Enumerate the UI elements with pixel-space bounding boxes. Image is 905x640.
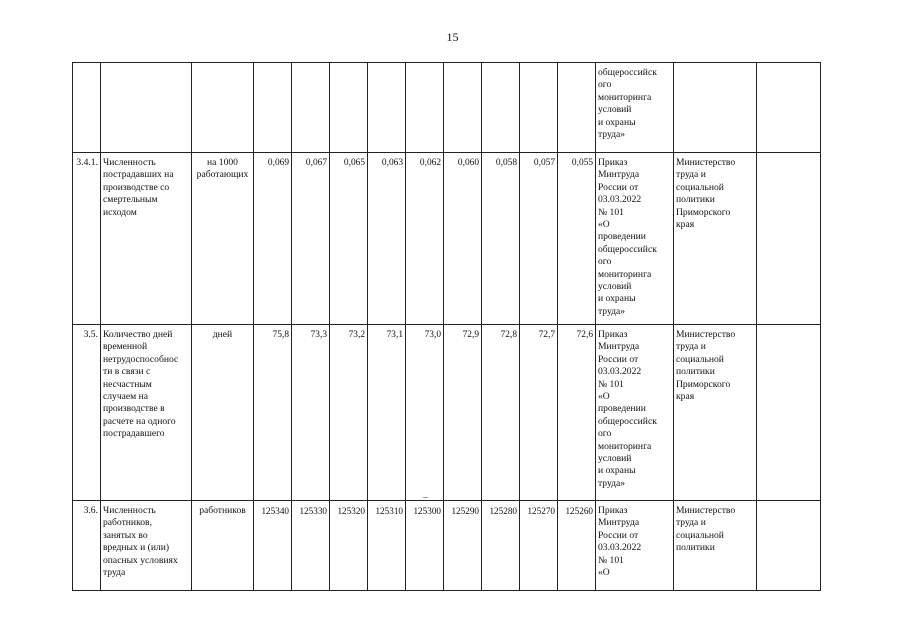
cell-responsible: Министерство труда и социальной политики Приморского края [674, 325, 757, 501]
cell-unit: дней [192, 325, 254, 501]
cell-unit [192, 63, 254, 153]
table-row [73, 501, 821, 591]
cell-value: 73,0 [406, 325, 444, 501]
cell-value: 72,7 [520, 325, 558, 501]
cell-source: общероссийск ого мониторинга условий и охраны труда» [596, 63, 674, 153]
page-number: 15 [446, 30, 459, 44]
indicator-table [72, 62, 821, 591]
cell-empty [757, 501, 821, 591]
cell-value: 0,069 [254, 153, 292, 325]
cell-value: 73,1 [368, 325, 406, 501]
cell-value: 72,9 [444, 325, 482, 501]
cell-unit: на 1000 работающих [192, 153, 254, 325]
cell-value: 125260 [558, 501, 596, 591]
cell-name: Численность пострадавших на производстве со смертельным исходом [101, 153, 192, 325]
cell-num: 3.6. [73, 501, 101, 591]
cell-source: Приказ Минтруда России от 03.03.2022 № 101 «О [596, 501, 674, 591]
cell-value: 0,067 [292, 153, 330, 325]
cell-value: 0,062 [406, 153, 444, 325]
table-row [73, 153, 821, 325]
cell-responsible: Министерство труда и социальной политики Приморского края [674, 153, 757, 325]
cell-value [254, 63, 292, 153]
cell-value: 125280 [482, 501, 520, 591]
cell-value: 125320 [330, 501, 368, 591]
cell-value: 75,8 [254, 325, 292, 501]
scan-artifact [423, 497, 428, 498]
cell-value [330, 63, 368, 153]
cell-value: 73,2 [330, 325, 368, 501]
cell-empty [757, 63, 821, 153]
cell-source: Приказ Минтруда России от 03.03.2022 № 101 «О проведении общероссийск ого мониторинга условий и охраны труда» [596, 325, 674, 501]
cell-value: 125340 [254, 501, 292, 591]
cell-num: 3.4.1. [73, 153, 101, 325]
cell-name: Количество дней временной нетрудоспособнос ти в связи с несчастным случаем на производстве в расчете на одного пострадавшего [101, 325, 192, 501]
cell-value [406, 63, 444, 153]
table-row [73, 325, 821, 501]
cell-value: 0,065 [330, 153, 368, 325]
cell-value: 72,8 [482, 325, 520, 501]
cell-responsible [674, 63, 757, 153]
cell-value: 0,057 [520, 153, 558, 325]
cell-value: 72,6 [558, 325, 596, 501]
cell-value [444, 63, 482, 153]
cell-value: 125290 [444, 501, 482, 591]
cell-value: 0,060 [444, 153, 482, 325]
cell-value: 73,3 [292, 325, 330, 501]
cell-source: Приказ Минтруда России от 03.03.2022 № 101 «О проведении общероссийск ого мониторинга условий и охраны труда» [596, 153, 674, 325]
cell-value [558, 63, 596, 153]
cell-responsible: Министерство труда и социальной политики [674, 501, 757, 591]
cell-value [368, 63, 406, 153]
cell-num: 3.5. [73, 325, 101, 501]
cell-num [73, 63, 101, 153]
cell-unit: работников [192, 501, 254, 591]
cell-value: 0,055 [558, 153, 596, 325]
cell-empty [757, 153, 821, 325]
cell-value [292, 63, 330, 153]
cell-value [482, 63, 520, 153]
cell-value [520, 63, 558, 153]
cell-value: 125300 [406, 501, 444, 591]
cell-name: Численность работников, занятых во вредных и (или) опасных условиях труда [101, 501, 192, 591]
cell-value: 0,063 [368, 153, 406, 325]
cell-value: 125330 [292, 501, 330, 591]
cell-name [101, 63, 192, 153]
cell-empty [757, 325, 821, 501]
cell-value: 125310 [368, 501, 406, 591]
cell-value: 125270 [520, 501, 558, 591]
table-row-continuation [73, 63, 821, 153]
cell-value: 0,058 [482, 153, 520, 325]
